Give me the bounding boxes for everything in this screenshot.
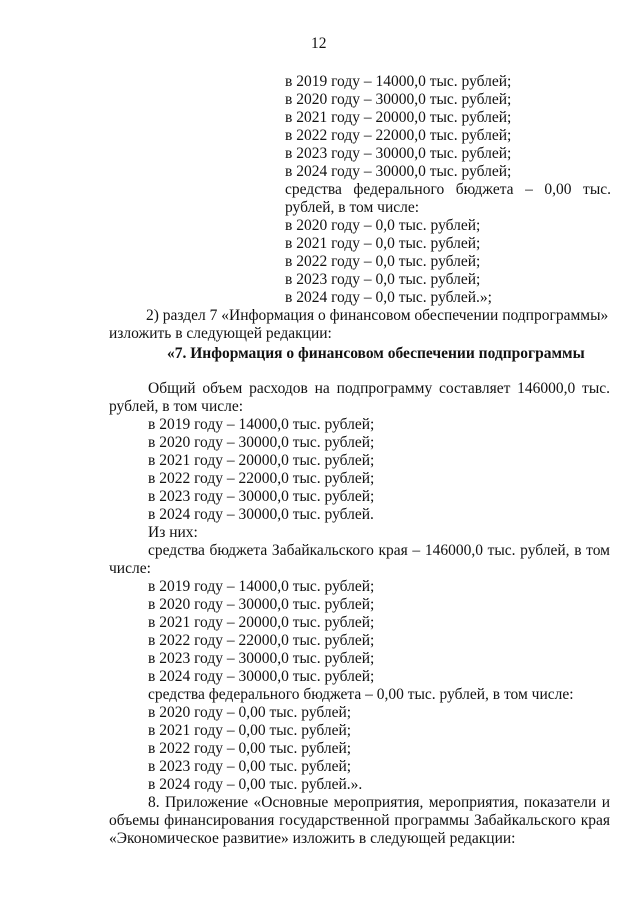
list-item: в 2022 году – 22000,0 тыс. рублей; [148,470,375,487]
section-heading: «7. Информация о финансовом обеспечении подпрограммы [167,345,585,362]
list-item: в 2021 году – 20000,0 тыс. рублей; [148,614,375,631]
list-item: в 2022 году – 22000,0 тыс. рублей; [148,632,375,649]
list-item: в 2024 году – 30000,0 тыс. рублей. [148,506,374,523]
federal-budget-line-cont: рублей, в том числе: [285,199,420,216]
page-number: 12 [311,35,327,52]
federal-budget-line: средства федерального бюджета – 0,00 тыс. [285,181,611,198]
item-8-text-cont: объемы финансирования государственной программы Забайкальского края [109,812,610,829]
list-item: в 2020 году – 30000,0 тыс. рублей; [148,434,375,451]
list-item: в 2022 году – 0,0 тыс. рублей; [285,253,481,270]
list-item: в 2019 году – 14000,0 тыс. рублей; [148,416,375,433]
list-item: в 2022 году – 22000,0 тыс. рублей; [285,127,512,144]
list-item: в 2020 году – 30000,0 тыс. рублей; [148,596,375,613]
regional-budget-line: средства бюджета Забайкальского края – 146000,0 тыс. рублей, в том [148,542,610,559]
list-item: в 2020 году – 30000,0 тыс. рублей; [285,91,512,108]
item-2-text-cont: изложить в следующей редакции: [109,325,332,342]
item-8-text-end: «Экономическое развитие» изложить в следующей редакции: [109,830,516,847]
list-item: в 2024 году – 0,0 тыс. рублей.»; [285,289,492,306]
list-item: в 2021 году – 0,00 тыс. рублей; [148,722,352,739]
list-item: в 2024 году – 0,00 тыс. рублей.». [148,776,363,793]
item-2-text: 2) раздел 7 «Информация о финансовом обеспечении подпрограммы» [146,307,609,324]
total-expenses-line-cont: рублей, в том числе: [109,398,244,415]
list-item: в 2023 году – 30000,0 тыс. рублей; [148,488,375,505]
list-item: в 2024 году – 30000,0 тыс. рублей; [148,668,375,685]
list-item: в 2023 году – 0,0 тыс. рублей; [285,271,481,288]
list-item: в 2024 году – 30000,0 тыс. рублей; [285,163,512,180]
list-item: в 2023 году – 30000,0 тыс. рублей; [285,145,512,162]
total-expenses-line: Общий объем расходов на подпрограмму составляет 146000,0 тыс. [148,380,610,397]
list-item: в 2020 году – 0,00 тыс. рублей; [148,704,352,721]
list-item: в 2021 году – 0,0 тыс. рублей; [285,235,481,252]
regional-budget-line-cont: числе: [109,560,151,577]
list-item: в 2020 году – 0,0 тыс. рублей; [285,217,481,234]
list-item: в 2019 году – 14000,0 тыс. рублей; [285,73,512,90]
list-item: в 2021 году – 20000,0 тыс. рублей; [148,452,375,469]
of-them-label: Из них: [148,524,198,541]
list-item: в 2019 году – 14000,0 тыс. рублей; [148,578,375,595]
item-8-text: 8. Приложение «Основные мероприятия, мероприятия, показатели и [148,794,610,811]
list-item: в 2023 году – 0,00 тыс. рублей; [148,758,352,775]
list-item: в 2023 году – 30000,0 тыс. рублей; [148,650,375,667]
federal-budget-line-2: средства федерального бюджета – 0,00 тыс. рублей, в том числе: [148,686,574,703]
list-item: в 2022 году – 0,00 тыс. рублей; [148,740,352,757]
list-item: в 2021 году – 20000,0 тыс. рублей; [285,109,512,126]
